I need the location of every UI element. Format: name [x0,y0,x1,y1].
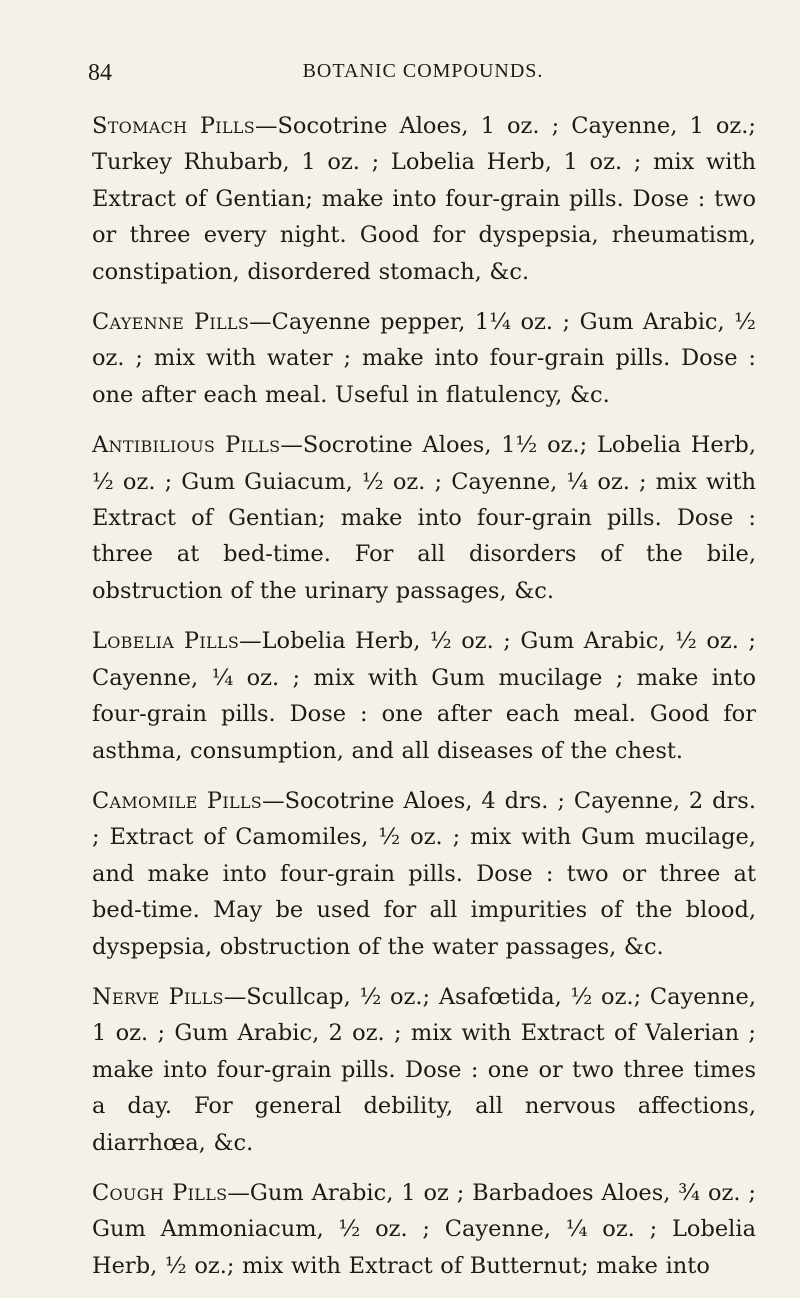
recipe-text: —Scullcap, ½ oz.; Asafœtida, ½ oz.; Cayenne, 1 oz. ; Gum Arabic, 2 oz. ; mix with Extract of Valerian ; make into four-grain pills. Dose : one or two three times a day. For general debility, all nervous affections, diarrhœa, &c. [92,983,756,1156]
recipe-antibilious-pills [92,427,756,609]
recipe-cough-pills [92,1175,756,1284]
recipe-text: —Socotrine Aloes, 1 oz. ; Cayenne, 1 oz.; Turkey Rhubarb, 1 oz. ; Lobelia Herb, 1 oz. ; mix with Extract of Gentian; make into four-grain pills. Dose : two or three every night. Good for dyspepsia, rheumatism, constipation, disordered stomach, &c. [92,113,757,285]
running-head: BOTANIC COMPOUNDS. [302,60,544,82]
recipe-title: Cayenne Pills [92,309,250,336]
recipe-text: —Socotrine Aloes, 4 drs. ; Cayenne, 2 drs. ; Extract of Camomiles, ½ oz. ; mix with Gum mucilage, and make into four-grain pills. Dose : two or three at bed-time. May be used for all impurities of the blood, dyspepsia, obstruction of the water passages, &c. [92,787,756,960]
recipe-nerve-pills [92,979,756,1161]
recipe-camomile-pills [92,783,756,965]
recipe-title: Nerve Pills [92,983,224,1010]
page-header [88,58,758,88]
recipe-title: Lobelia Pills [92,628,240,655]
recipe-text: —Cayenne pepper, 1¼ oz. ; Gum Arabic, ½ oz. ; mix with water ; make into four-grain pills. Dose : one after each meal. Useful in flatulency, &c. [92,309,756,408]
recipe-cayenne-pills [92,304,756,413]
recipe-text: —Lobelia Herb, ½ oz. ; Gum Arabic, ½ oz. ; Cayenne, ¼ oz. ; mix with Gum mucilage ; make into four-grain pills. Dose : one after each meal. Good for asthma, consumption, and all diseases of the chest. [92,628,756,764]
recipe-lobelia-pills [92,623,756,769]
page-number: 84 [88,60,112,86]
page-body [92,108,756,1298]
recipe-stomach-pills [92,108,756,290]
recipe-title: Camomile Pills [92,787,263,814]
recipe-text: —Gum Arabic, 1 oz ; Barbadoes Aloes, ¾ oz. ; Gum Ammoniacum, ½ oz. ; Cayenne, ¼ oz. ; Lobelia Herb, ½ oz.; mix with Extract of Butternut; make into [92,1179,756,1279]
recipe-title: Stomach Pills [92,113,255,139]
recipe-text: —Socrotine Aloes, 1½ oz.; Lobelia Herb, ½ oz. ; Gum Guiacum, ½ oz. ; Cayenne, ¼ oz. ; mix with Extract of Gentian; make into four-grain pills. Dose : three at bed-time. For all disorders of the bile, obstruction of the urinary passages, &c. [92,432,756,604]
recipe-title: Antibilious Pills [92,432,281,459]
recipe-title: Cough Pills [92,1179,228,1206]
